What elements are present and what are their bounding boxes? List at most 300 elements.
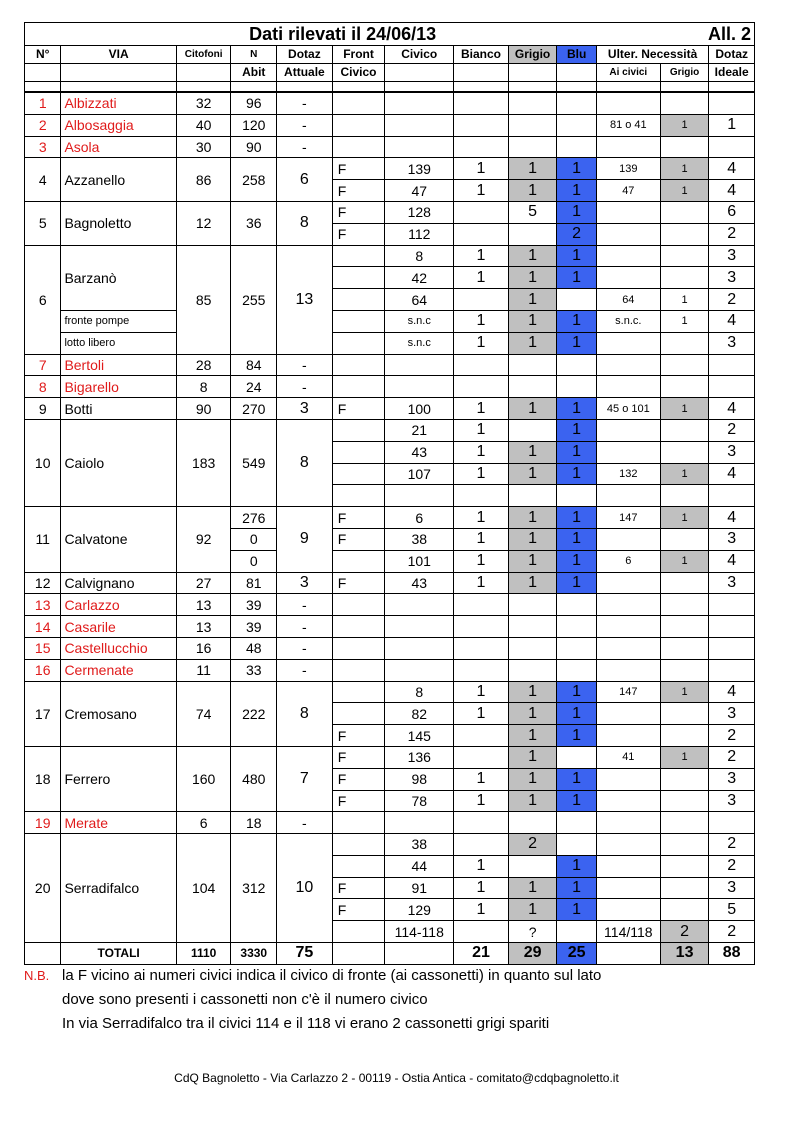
table-cell: 90 xyxy=(231,136,277,158)
table-cell: 1 xyxy=(454,877,509,899)
table-cell xyxy=(385,376,454,398)
table-row xyxy=(25,616,755,638)
table-cell: 1 xyxy=(454,398,509,420)
table-row xyxy=(25,594,755,616)
table-cell: 1 xyxy=(454,267,509,289)
table-cell xyxy=(596,616,660,638)
table-cell xyxy=(385,114,454,136)
table-cell xyxy=(596,768,660,790)
header-dotaz-ideale: Dotaz xyxy=(709,46,755,64)
table-cell: 2 xyxy=(709,746,755,768)
table-cell xyxy=(660,637,709,659)
table-cell: 139 xyxy=(385,158,454,180)
table-cell: F xyxy=(332,790,385,812)
table-cell: 1 xyxy=(508,267,557,289)
table-cell: 4 xyxy=(709,158,755,180)
table-cell xyxy=(385,354,454,376)
table-cell xyxy=(508,354,557,376)
table-cell xyxy=(660,354,709,376)
table-cell: 32 xyxy=(176,92,231,114)
table-cell: - xyxy=(277,376,333,398)
table-cell xyxy=(596,877,660,899)
table-cell: 13 xyxy=(25,594,61,616)
table-cell: 1 xyxy=(557,681,596,703)
header2-abit: Abit xyxy=(231,64,277,82)
note-line: In via Serradifalco tra il civici 114 e il 118 vi erano 2 cassonetti grigi spariti xyxy=(62,1015,550,1032)
table-cell xyxy=(385,637,454,659)
table-cell: 1 xyxy=(508,681,557,703)
table-cell: 132 xyxy=(596,463,660,485)
table-cell: 2 xyxy=(709,223,755,245)
table-row xyxy=(25,834,755,856)
table-cell: 3 xyxy=(709,768,755,790)
table-cell xyxy=(332,136,385,158)
table-cell xyxy=(385,616,454,638)
table-cell: 1 xyxy=(709,114,755,136)
table-cell: 3 xyxy=(277,572,333,594)
table-cell: 45 o 101 xyxy=(596,398,660,420)
table-cell: 27 xyxy=(176,572,231,594)
table-cell: F xyxy=(332,768,385,790)
table-cell: 1 xyxy=(557,768,596,790)
totals-grigio: 29 xyxy=(508,943,557,965)
table-cell xyxy=(660,572,709,594)
table-cell: 10 xyxy=(25,419,61,506)
table-cell xyxy=(454,746,509,768)
header2-civico xyxy=(385,64,454,82)
table-cell: Bagnoletto xyxy=(61,201,176,245)
table-cell: 9 xyxy=(277,507,333,572)
table-cell: F xyxy=(332,899,385,921)
table-cell: s.n.c xyxy=(385,310,454,332)
table-cell: 1 xyxy=(454,790,509,812)
table-cell: F xyxy=(332,201,385,223)
table-cell: 8 xyxy=(176,376,231,398)
table-cell xyxy=(557,659,596,681)
table-cell xyxy=(454,223,509,245)
table-cell: 1 xyxy=(557,790,596,812)
totals-citofoni: 1110 xyxy=(176,943,231,965)
header-n: N° xyxy=(25,46,61,64)
table-cell: Ferrero xyxy=(61,746,176,811)
table-cell xyxy=(508,855,557,877)
table-cell xyxy=(332,419,385,441)
table-cell: 2 xyxy=(508,834,557,856)
table-cell: 1 xyxy=(508,877,557,899)
nb-label: N.B. xyxy=(24,968,50,983)
table-cell: 1 xyxy=(660,310,709,332)
table-cell: 3 xyxy=(709,267,755,289)
table-cell: 1 xyxy=(557,463,596,485)
table-cell xyxy=(660,877,709,899)
table-cell: 1 xyxy=(508,572,557,594)
table-cell xyxy=(596,899,660,921)
table-cell xyxy=(508,114,557,136)
table-cell: 8 xyxy=(385,681,454,703)
table-cell: s.n.c xyxy=(385,332,454,354)
table-cell: - xyxy=(277,354,333,376)
header2-citofoni xyxy=(176,64,231,82)
table-cell: 1 xyxy=(454,245,509,267)
table-cell xyxy=(660,136,709,158)
table-cell: 12 xyxy=(176,201,231,245)
table-cell: 480 xyxy=(231,746,277,811)
table-cell xyxy=(332,267,385,289)
table-cell: 1 xyxy=(454,550,509,572)
table-cell: 3 xyxy=(709,703,755,725)
table-cell: 81 o 41 xyxy=(596,114,660,136)
table-cell xyxy=(596,136,660,158)
table-cell: 24 xyxy=(231,376,277,398)
table-cell: 13 xyxy=(176,616,231,638)
table-cell: 3 xyxy=(25,136,61,158)
spacer-row xyxy=(25,82,755,93)
table-cell: 1 xyxy=(557,877,596,899)
table-cell: 1 xyxy=(508,180,557,202)
table-cell: 1 xyxy=(557,725,596,747)
table-cell: 1 xyxy=(660,463,709,485)
table-cell: 39 xyxy=(231,616,277,638)
header2-ai-civici: Ai civici xyxy=(596,64,660,82)
table-cell: 4 xyxy=(709,550,755,572)
table-cell: - xyxy=(277,616,333,638)
table-cell xyxy=(508,92,557,114)
table-cell: 1 xyxy=(508,550,557,572)
table-cell xyxy=(557,637,596,659)
table-cell xyxy=(709,92,755,114)
table-cell: Barzanò xyxy=(61,245,176,310)
header-bianco: Bianco xyxy=(454,46,509,64)
table-cell xyxy=(596,703,660,725)
table-cell: 255 xyxy=(231,245,277,354)
table-cell: 11 xyxy=(176,659,231,681)
table-cell: 47 xyxy=(596,180,660,202)
table-cell xyxy=(385,136,454,158)
totals-abit: 3330 xyxy=(231,943,277,965)
table-cell: 1 xyxy=(557,398,596,420)
table-cell: 222 xyxy=(231,681,277,746)
table-cell: 21 xyxy=(385,419,454,441)
table-cell: 1 xyxy=(508,768,557,790)
table-cell xyxy=(454,659,509,681)
table-cell xyxy=(332,354,385,376)
totals-bianco: 21 xyxy=(454,943,509,965)
note-line: dove sono presenti i cassonetti non c'è il numero civico xyxy=(62,991,428,1008)
table-cell: 147 xyxy=(596,681,660,703)
table-cell xyxy=(332,114,385,136)
table-cell: 8 xyxy=(277,681,333,746)
table-cell xyxy=(332,332,385,354)
table-cell: 1 xyxy=(557,419,596,441)
table-cell: - xyxy=(277,114,333,136)
header-row-1 xyxy=(25,46,755,64)
table-cell xyxy=(385,812,454,834)
table-cell: Calvatone xyxy=(61,507,176,572)
table-cell: - xyxy=(277,92,333,114)
table-cell xyxy=(385,659,454,681)
table-cell: 82 xyxy=(385,703,454,725)
table-cell: 1 xyxy=(557,855,596,877)
table-cell xyxy=(596,855,660,877)
table-cell: 100 xyxy=(385,398,454,420)
table-cell xyxy=(454,812,509,834)
table-cell: 3 xyxy=(709,790,755,812)
table-cell xyxy=(454,114,509,136)
table-cell: 1 xyxy=(508,310,557,332)
table-cell xyxy=(660,594,709,616)
table-cell: 101 xyxy=(385,550,454,572)
table-cell: 4 xyxy=(709,681,755,703)
table-cell xyxy=(709,376,755,398)
table-cell: 1 xyxy=(508,289,557,311)
header2-grigio xyxy=(508,64,557,82)
table-cell xyxy=(508,616,557,638)
table-cell: 0 xyxy=(231,550,277,572)
table-cell: 14 xyxy=(25,616,61,638)
table-cell: 1 xyxy=(660,114,709,136)
table-row xyxy=(25,245,755,267)
table-cell xyxy=(557,594,596,616)
header2-blu xyxy=(557,64,596,82)
table-cell: 2 xyxy=(660,921,709,943)
table-cell: 4 xyxy=(709,507,755,529)
table-row xyxy=(25,310,755,332)
table-row xyxy=(25,507,755,529)
table-cell xyxy=(596,332,660,354)
table-cell xyxy=(660,812,709,834)
table-cell xyxy=(660,899,709,921)
table-cell: 1 xyxy=(557,158,596,180)
table-cell: 1 xyxy=(454,703,509,725)
table-cell: 1 xyxy=(454,441,509,463)
table-cell: Cremosano xyxy=(61,681,176,746)
table-cell: 19 xyxy=(25,812,61,834)
table-cell: 98 xyxy=(385,768,454,790)
table-row xyxy=(25,158,755,180)
table-cell xyxy=(557,746,596,768)
table-cell: 2 xyxy=(709,419,755,441)
table-cell xyxy=(709,659,755,681)
table-cell: Calvignano xyxy=(61,572,176,594)
table-cell xyxy=(557,354,596,376)
header-blu: Blu xyxy=(557,46,596,64)
header2-ideale: Ideale xyxy=(709,64,755,82)
table-cell xyxy=(454,201,509,223)
table-cell: 5 xyxy=(508,201,557,223)
table-cell: 2 xyxy=(709,725,755,747)
table-cell xyxy=(660,855,709,877)
table-row xyxy=(25,332,755,354)
table-cell: 1 xyxy=(557,201,596,223)
table-cell xyxy=(557,114,596,136)
table-cell xyxy=(557,921,596,943)
table-cell: 1 xyxy=(557,572,596,594)
table-cell: 4 xyxy=(25,158,61,202)
table-cell xyxy=(332,855,385,877)
table-cell xyxy=(332,376,385,398)
table-cell xyxy=(557,92,596,114)
header2-bianco xyxy=(454,64,509,82)
table-cell: - xyxy=(277,594,333,616)
table-cell xyxy=(596,637,660,659)
table-cell: 10 xyxy=(277,834,333,943)
header-dotaz: Dotaz xyxy=(277,46,333,64)
table-cell: 1 xyxy=(660,158,709,180)
table-row xyxy=(25,376,755,398)
table-cell: 1 xyxy=(508,398,557,420)
table-cell: 11 xyxy=(25,507,61,572)
header-grigio: Grigio xyxy=(508,46,557,64)
table-cell: 6 xyxy=(385,507,454,529)
header-n-abit: N xyxy=(231,46,277,64)
table-cell: 18 xyxy=(231,812,277,834)
table-cell: 2 xyxy=(709,855,755,877)
header-ulter-necessita: Ulter. Necessità xyxy=(596,46,709,64)
table-cell: Casarile xyxy=(61,616,176,638)
totals-row xyxy=(25,943,755,965)
table-cell: 3 xyxy=(709,572,755,594)
table-cell xyxy=(596,92,660,114)
table-cell xyxy=(332,463,385,485)
table-cell: Albosaggia xyxy=(61,114,176,136)
totals-dotaz: 75 xyxy=(277,943,333,965)
table-cell: 15 xyxy=(25,637,61,659)
table-cell xyxy=(454,834,509,856)
table-cell: 1 xyxy=(508,528,557,550)
table-cell xyxy=(596,528,660,550)
table-cell xyxy=(508,376,557,398)
note-line: la F vicino ai numeri civici indica il civico di fronte (ai cassonetti) in quanto sul lato xyxy=(62,967,602,984)
table-cell xyxy=(454,921,509,943)
table-cell: 1 xyxy=(454,180,509,202)
table-cell: 1 xyxy=(454,768,509,790)
table-cell xyxy=(557,812,596,834)
table-cell xyxy=(660,768,709,790)
table-cell: 17 xyxy=(25,681,61,746)
table-cell xyxy=(332,594,385,616)
table-cell xyxy=(660,92,709,114)
table-cell xyxy=(332,703,385,725)
table-cell: F xyxy=(332,223,385,245)
table-cell: 1 xyxy=(454,332,509,354)
table-cell: 1 xyxy=(660,746,709,768)
header-row-2 xyxy=(25,64,755,82)
table-cell xyxy=(660,616,709,638)
table-cell: 2 xyxy=(25,114,61,136)
header2-attuale: Attuale xyxy=(277,64,333,82)
table-cell xyxy=(557,136,596,158)
table-cell: 43 xyxy=(385,441,454,463)
table-cell xyxy=(660,790,709,812)
table-cell: 1 xyxy=(660,550,709,572)
table-cell: 4 xyxy=(709,310,755,332)
table-cell xyxy=(332,92,385,114)
table-cell: 1 xyxy=(508,332,557,354)
table-cell: 1 xyxy=(557,528,596,550)
table-cell xyxy=(385,92,454,114)
table-cell: 1 xyxy=(508,158,557,180)
table-row xyxy=(25,398,755,420)
table-cell xyxy=(660,332,709,354)
table-cell: 43 xyxy=(385,572,454,594)
header-citofoni: Citofoni xyxy=(176,46,231,64)
table-cell xyxy=(596,725,660,747)
table-cell xyxy=(596,419,660,441)
header2-civico-front: Civico xyxy=(332,64,385,82)
totals-ideale: 88 xyxy=(709,943,755,965)
table-cell xyxy=(332,441,385,463)
table-cell: 12 xyxy=(25,572,61,594)
table-cell: - xyxy=(277,637,333,659)
table-cell: 92 xyxy=(176,507,231,572)
data-table xyxy=(24,22,755,965)
table-cell: 8 xyxy=(25,376,61,398)
table-cell xyxy=(709,637,755,659)
table-cell: F xyxy=(332,725,385,747)
table-cell xyxy=(596,201,660,223)
table-cell: Botti xyxy=(61,398,176,420)
table-cell: 1 xyxy=(508,703,557,725)
table-cell: 42 xyxy=(385,267,454,289)
table-cell: 2 xyxy=(557,223,596,245)
table-cell xyxy=(596,267,660,289)
header-via: VIA xyxy=(61,46,176,64)
table-cell: 160 xyxy=(176,746,231,811)
table-row xyxy=(25,812,755,834)
table-cell xyxy=(660,419,709,441)
table-cell: 16 xyxy=(176,637,231,659)
table-cell: 3 xyxy=(709,245,755,267)
table-cell xyxy=(596,441,660,463)
table-cell xyxy=(596,659,660,681)
table-cell: 128 xyxy=(385,201,454,223)
table-cell: 33 xyxy=(231,659,277,681)
table-cell: F xyxy=(332,507,385,529)
table-cell: Carlazzo xyxy=(61,594,176,616)
table-cell: 64 xyxy=(385,289,454,311)
table-cell xyxy=(332,245,385,267)
table-cell: 16 xyxy=(25,659,61,681)
table-cell: Bertoli xyxy=(61,354,176,376)
table-cell: 120 xyxy=(231,114,277,136)
table-cell: 1 xyxy=(454,681,509,703)
table-cell: 1 xyxy=(557,245,596,267)
table-cell xyxy=(508,419,557,441)
table-row xyxy=(25,136,755,158)
table-cell: 1 xyxy=(508,746,557,768)
table-cell: s.n.c. xyxy=(596,310,660,332)
table-cell: 6 xyxy=(176,812,231,834)
table-cell: Caiolo xyxy=(61,419,176,506)
table-cell: 0 xyxy=(231,528,277,550)
table-cell xyxy=(660,725,709,747)
table-cell: 39 xyxy=(231,594,277,616)
table-cell: 1 xyxy=(660,681,709,703)
table-cell: 276 xyxy=(231,507,277,529)
table-row xyxy=(25,746,755,768)
table-cell: F xyxy=(332,746,385,768)
table-row xyxy=(25,572,755,594)
table-cell: 28 xyxy=(176,354,231,376)
table-cell xyxy=(454,376,509,398)
table-cell xyxy=(332,681,385,703)
table-cell: 112 xyxy=(385,223,454,245)
table-cell: 86 xyxy=(176,158,231,202)
table-cell: 1 xyxy=(454,463,509,485)
table-cell: 44 xyxy=(385,855,454,877)
table-cell: 91 xyxy=(385,877,454,899)
table-cell: 41 xyxy=(596,746,660,768)
